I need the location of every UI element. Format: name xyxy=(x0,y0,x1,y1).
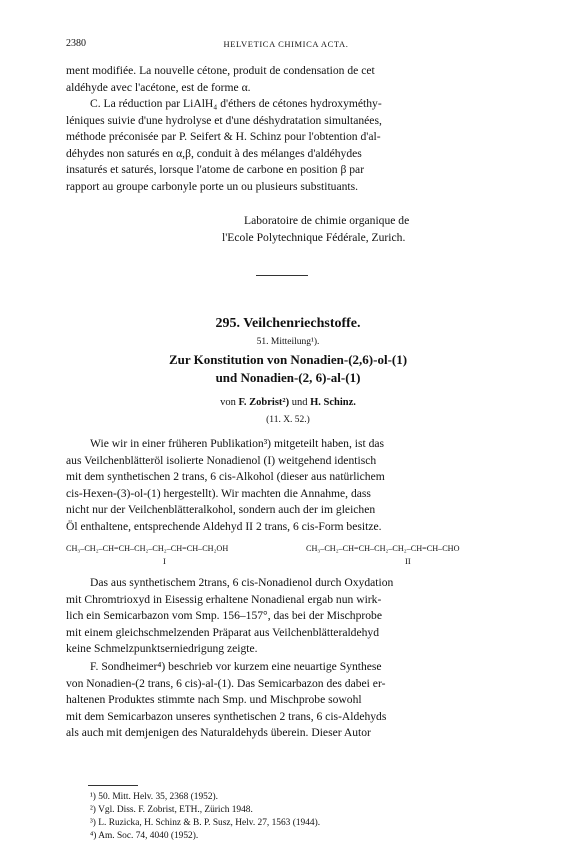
text-line: nicht nur der Veilchenblätteralkohol, sondern auch der im gleichen xyxy=(66,503,376,516)
article-subtitle-2: und Nonadien-(2, 6)-al-(1) xyxy=(215,370,361,385)
text-line: als auch mit demjenigen des Naturaldehyds überein. Dieser Autor xyxy=(66,726,371,739)
footnote-4: ⁴) Am. Soc. 74, 4040 (1952). xyxy=(90,831,199,841)
text-line: aldéhyde avec l'acétone, est de forme α. xyxy=(66,80,251,94)
footnote-3: ³) L. Ruzicka, H. Schinz & B. P. Susz, Helv. 27, 1563 (1944). xyxy=(90,818,321,828)
lab-line-1: Laboratoire de chimie organique de xyxy=(244,214,410,227)
text-line: F. Sondheimer⁴) beschrieb vor kurzem eine neuartige Synthese xyxy=(90,660,382,673)
paragraph-3 xyxy=(66,659,510,742)
footnote-1: ¹) 50. Mitt. Helv. 35, 2368 (1952). xyxy=(90,792,218,802)
text-line: mit einem gleichschmelzenden Präparat aus Veilchenblätteraldehyd xyxy=(66,625,380,639)
text-line: Öl enthaltene, entsprechende Aldehyd II 2 trans, 6 cis-Form besitze. xyxy=(66,519,382,533)
running-header xyxy=(66,38,506,52)
footnote-divider xyxy=(88,785,138,786)
text-line: von Nonadien-(2 trans, 6 cis)-al-(1). Das Semicarbazon des dabei er- xyxy=(66,676,386,690)
text-line: rapport au groupe carbonyle porte un ou plusieurs substituants. xyxy=(66,179,359,193)
author-1: F. Zobrist²) xyxy=(238,397,290,408)
text-line: haltenen Produktes stimmte nach Smp. und Mischprobe sowohl xyxy=(66,693,362,706)
text-line: Wie wir in einer früheren Publikation³) mitgeteilt haben, ist das xyxy=(90,437,385,450)
article-subtitle-1: Zur Konstitution von Nonadien-(2,6)-ol-(1) xyxy=(168,352,408,367)
formula-i-label: I xyxy=(163,556,166,566)
text-line: Das aus synthetischem 2trans, 6 cis-Nonadienol durch Oxydation xyxy=(90,576,394,589)
authors-von: von xyxy=(220,397,236,408)
received-date: (11. X. 52.) xyxy=(266,415,310,425)
author-2: H. Schinz. xyxy=(310,397,356,408)
text-line: ment modifiée. La nouvelle cétone, produit de condensation de cet xyxy=(66,64,375,77)
paragraph-1 xyxy=(66,436,510,535)
formula-i: CH₃–CH₂–CH=CH–CH₂–CH₂–CH=CH–CH₂OH xyxy=(66,544,229,553)
article-mitteilung: 51. Mitteilung¹). xyxy=(256,337,320,347)
article-title: 295. Veilchenriechstoffe. xyxy=(215,316,361,331)
article-authors xyxy=(66,397,510,408)
text-line: keine Schmelzpunktserniedrigung zeigte. xyxy=(66,642,258,655)
footnote-2: ²) Vgl. Diss. F. Zobrist, ETH., Zürich 1948. xyxy=(90,805,253,815)
text-line: déhydes non saturés en α,β, conduit à des mélanges d'aldéhydes xyxy=(66,146,362,160)
text-line: aus Veilchenblätteröl isolierte Nonadienol (I) weitgehend identisch xyxy=(66,453,377,467)
intro-paragraph xyxy=(66,63,510,195)
page-number: 2380 xyxy=(66,38,86,49)
text-line: mit dem Semicarbazon unseres synthetischen 2 trans, 6 cis-Aldehyds xyxy=(66,709,387,723)
text-line: lich ein Semicarbazon vom Smp. 156–157°, das bei der Mischprobe xyxy=(66,609,382,622)
text-line: mit Chromtrioxyd in Eisessig erhaltene Nonadienal ergab nun wirk- xyxy=(66,592,382,606)
lab-affiliation xyxy=(222,213,409,246)
text-line: mit dem synthetischen 2 trans, 6 cis-Alkohol (dieser aus natürlichem xyxy=(66,470,385,483)
text-line: léniques suivie d'une hydrolyse et d'une déshydratation simultanées, xyxy=(66,113,382,127)
authors-und: und xyxy=(291,397,308,408)
text-line: insaturés et saturés, lorsque l'atome de carbone en position β par xyxy=(66,163,365,176)
lab-line-2: l'Ecole Polytechnique Fédérale, Zurich. xyxy=(222,230,406,244)
text-line: méthode préconisée par P. Seifert & H. Schinz pour l'obtention d'al- xyxy=(66,130,381,143)
text-line: C. La réduction par LiAlH₄ d'éthers de cétones hydroxyméthy- xyxy=(90,97,382,110)
journal-name: HELVETICA CHIMICA ACTA. xyxy=(223,39,349,49)
formula-ii: CH₃–CH₂–CH=CH–CH₂–CH₂–CH=CH–CHO xyxy=(306,544,460,553)
paragraph-2 xyxy=(66,575,510,658)
text-line: cis-Hexen-(3)-ol-(1) hergestellt). Wir machten die Annahme, dass xyxy=(66,486,371,500)
formula-ii-label: II xyxy=(405,556,411,566)
section-divider xyxy=(256,275,308,276)
